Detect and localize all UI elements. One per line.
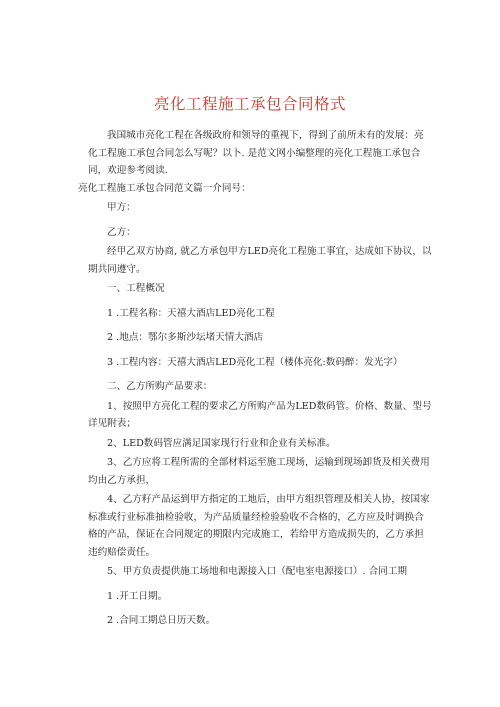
intro-paragraph: 我国城市亮化工程在各级政府和领导的重视下，得到了前所未有的发展：亮化工程施工承包合同怎么写呢？以卜. 是范文网小编整理的亮化工程施工承包合同，欢迎参考阅读. bbox=[88, 130, 424, 176]
list-item: 2 .合同工期总日历天数。 bbox=[107, 615, 216, 626]
contract-number-line: 亮化工程施工承包合同范文篇一介同号： bbox=[78, 182, 251, 194]
agreement-paragraph: 经甲乙双方协商, 就乙方承包甲方LED亮化工程施工事宜，达成如下协议，以期共同遵守。 bbox=[88, 246, 432, 275]
list-item: 4、乙方籽产品运到甲方指定的工地后，由甲方组织管理及相关人协，按国家标准或行业标准抽检验收，为产品质量经检验验收不合格的，乙方应及时调换合格的产品，保证在合同规定的期限内完成施工，若给甲方造成损失的，乙方承担违约赔偿责任。 bbox=[88, 494, 430, 558]
section-heading: 二、乙方所购产品要求： bbox=[107, 381, 213, 392]
document-body bbox=[78, 127, 433, 630]
list-item: 3 .工程内容：天禧大酒店LED亮化工程（楼体亮化:数码醉：发光字） bbox=[107, 356, 403, 368]
list-item: 2 .地点：鄂尔多斯沙坛堵天情大酒店 bbox=[107, 332, 264, 343]
list-item: 1、按照甲方亮化工程的要求乙方所购产品为LED数码管。价格、数量、型号详见附表； bbox=[88, 400, 432, 429]
party-b-line: 乙方： bbox=[107, 226, 136, 238]
list-item: 5、甲方负责提供施工场地和电源接入口（配电室电源接口）. 合同工期 bbox=[107, 566, 408, 577]
list-item: 3、乙方应将工程所需的全部材料运至施工现场，运输到现场卸货及相关费用均由乙方承担， bbox=[88, 457, 430, 486]
document-title: 亮化工程施工承包合同格式 bbox=[153, 95, 346, 113]
list-item: 1 .工程名称：天禧大酒店LED亮化工程 bbox=[107, 307, 275, 319]
list-item: 1 .开工日期。 bbox=[107, 590, 168, 602]
list-item: 2、LED数码管应满足国家现行行业和企业有关标准。 bbox=[107, 437, 336, 449]
party-a-line: 甲方： bbox=[107, 202, 136, 213]
section-heading: 一、工程概况 bbox=[107, 283, 165, 294]
